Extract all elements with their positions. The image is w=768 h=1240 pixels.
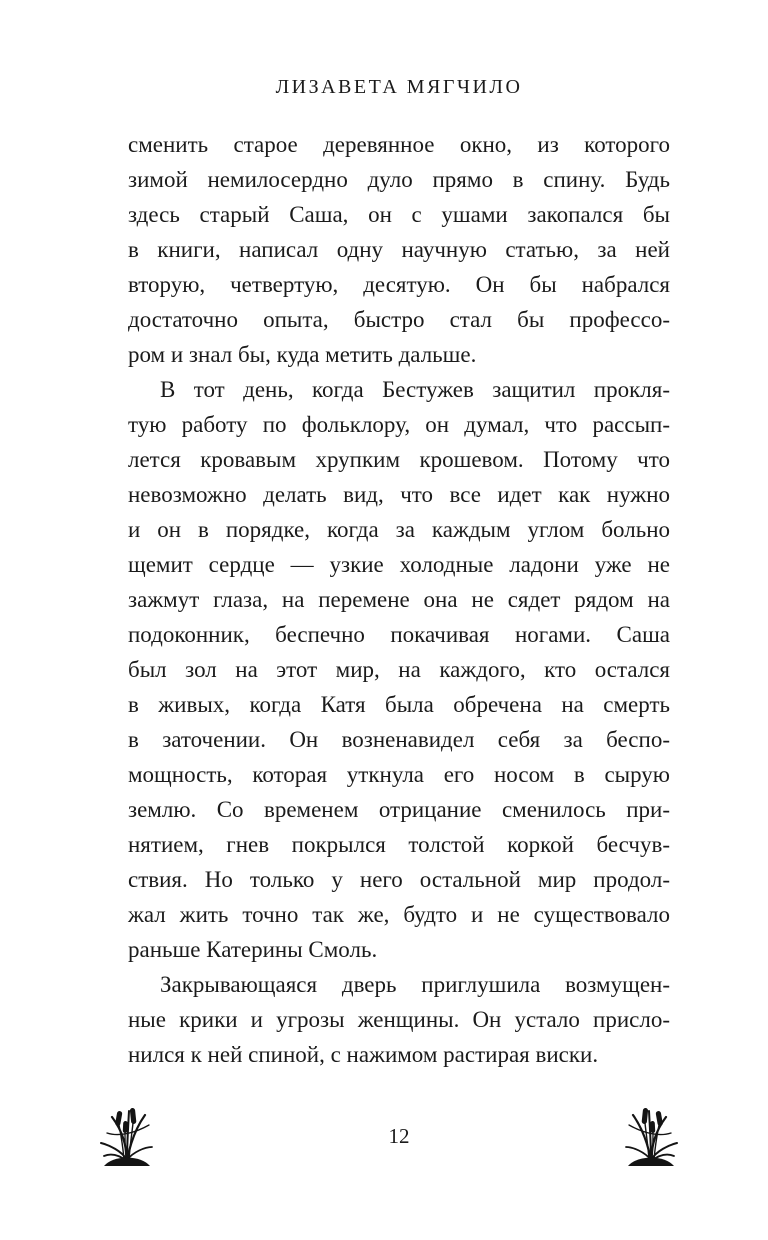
text-line: жал жить точно так же, будто и не существовало <box>128 902 670 927</box>
text-line: подоконник, беспечно покачивая ногами. Саша <box>128 622 670 647</box>
text-line: сменить старое деревянное окно, из которого <box>128 132 670 157</box>
text-line: нятием, гнев покрылся толстой коркой бесчув- <box>128 832 670 857</box>
text-line: зажмут глаза, на перемене она не сядет рядом на <box>128 587 670 612</box>
text-line: лется кровавым хрупким крошевом. Потому что <box>128 447 670 472</box>
body-text <box>128 127 670 1072</box>
text-line: нился к ней спиной, с нажимом растирая виски. <box>128 1042 599 1067</box>
paragraph <box>128 967 670 1072</box>
paragraph <box>128 127 670 372</box>
text-line: Закрывающаяся дверь приглушила возмущен- <box>160 972 670 997</box>
page-number: 12 <box>388 1124 410 1148</box>
text-line: вторую, четвертую, десятую. Он бы набрался <box>128 272 670 297</box>
text-line: ные крики и угрозы женщины. Он устало присло- <box>128 1007 670 1032</box>
text-line: достаточно опыта, быстро стал бы профессо- <box>128 307 670 332</box>
text-line: в заточении. Он возненавидел себя за беспо- <box>128 727 670 752</box>
running-header: ЛИЗАВЕТА МЯГЧИЛО <box>275 76 523 98</box>
text-line: и он в порядке, когда за каждым углом больно <box>128 517 670 542</box>
text-line: ром и знал бы, куда метить дальше. <box>128 342 477 367</box>
text-line: здесь старый Саша, он с ушами закопался бы <box>128 202 670 227</box>
text-line: был зол на этот мир, на каждого, кто остался <box>128 657 670 682</box>
text-line: раньше Катерины Смоль. <box>128 937 378 962</box>
paragraph <box>128 372 670 967</box>
text-line: щемит сердце — узкие холодные ладони уже не <box>128 552 670 577</box>
text-line: мощность, которая уткнула его носом в сырую <box>128 762 670 787</box>
grass-ornament-right <box>623 1103 679 1169</box>
text-line: в живых, когда Катя была обречена на смерть <box>128 692 670 717</box>
text-line: ствия. Но только у него остальной мир продол- <box>128 867 670 892</box>
text-line: невозможно делать вид, что все идет как нужно <box>128 482 670 507</box>
cattail-grass-icon <box>623 1103 679 1169</box>
text-line: в книги, написал одну научную статью, за ней <box>128 237 670 262</box>
text-line: землю. Со временем отрицание сменилось при- <box>128 797 670 822</box>
text-line: зимой немилосердно дуло прямо в спину. Будь <box>128 167 670 192</box>
text-line: В тот день, когда Бестужев защитил прокля- <box>160 377 670 402</box>
text-line: тую работу по фольклору, он думал, что рассып- <box>128 412 670 437</box>
